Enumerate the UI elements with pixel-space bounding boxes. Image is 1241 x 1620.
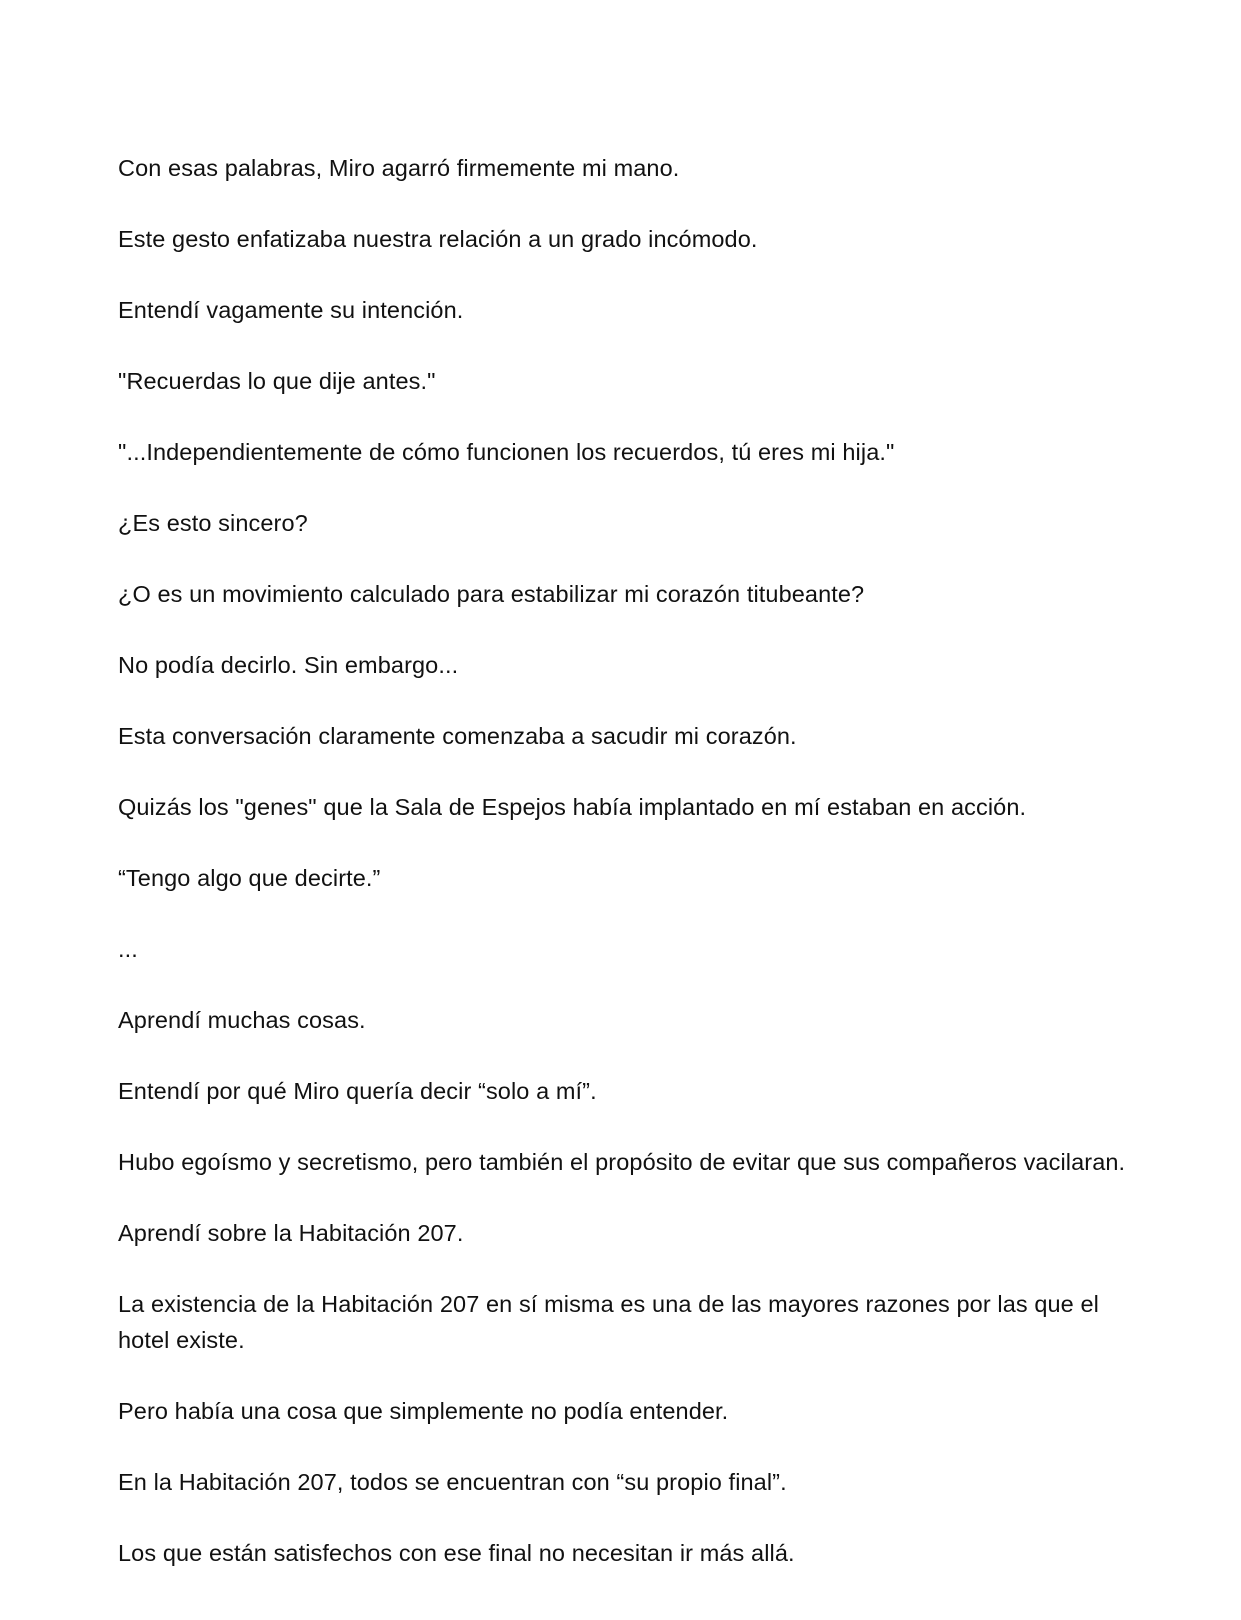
paragraph: ... xyxy=(118,936,138,962)
paragraph: No podía decirlo. Sin embargo... xyxy=(118,652,459,678)
paragraph: Con esas palabras, Miro agarró firmemente mi mano. xyxy=(118,155,680,181)
paragraph: Aprendí sobre la Habitación 207. xyxy=(118,1220,464,1246)
paragraph: Esta conversación claramente comenzaba a sacudir mi corazón. xyxy=(118,723,797,749)
paragraph: ¿Es esto sincero? xyxy=(118,510,308,536)
paragraph: Quizás los "genes" que la Sala de Espejos había implantado en mí estaban en acción. xyxy=(118,794,1027,820)
paragraph: "...Independientemente de cómo funcionen los recuerdos, tú eres mi hija." xyxy=(118,439,895,465)
paragraph: Este gesto enfatizaba nuestra relación a un grado incómodo. xyxy=(118,226,758,252)
paragraph: ¿O es un movimiento calculado para estabilizar mi corazón titubeante? xyxy=(118,581,865,607)
paragraph: Entendí por qué Miro quería decir “solo a mí”. xyxy=(118,1078,597,1104)
paragraph: "Recuerdas lo que dije antes." xyxy=(118,368,436,394)
paragraph: Pero había una cosa que simplemente no podía entender. xyxy=(118,1398,729,1424)
paragraph: Hubo egoísmo y secretismo, pero también el propósito de evitar que sus compañeros vacilaran. xyxy=(118,1149,1126,1175)
document-body xyxy=(118,150,1128,1606)
paragraph: En la Habitación 207, todos se encuentran con “su propio final”. xyxy=(118,1469,787,1495)
paragraph: “Tengo algo que decirte.” xyxy=(118,865,381,891)
paragraph: Los que están satisfechos con ese final no necesitan ir más allá. xyxy=(118,1540,795,1566)
paragraph: Aprendí muchas cosas. xyxy=(118,1007,366,1033)
paragraph: La existencia de la Habitación 207 en sí misma es una de las mayores razones por las que el hotel existe. xyxy=(118,1291,1099,1353)
paragraph: Entendí vagamente su intención. xyxy=(118,297,464,323)
